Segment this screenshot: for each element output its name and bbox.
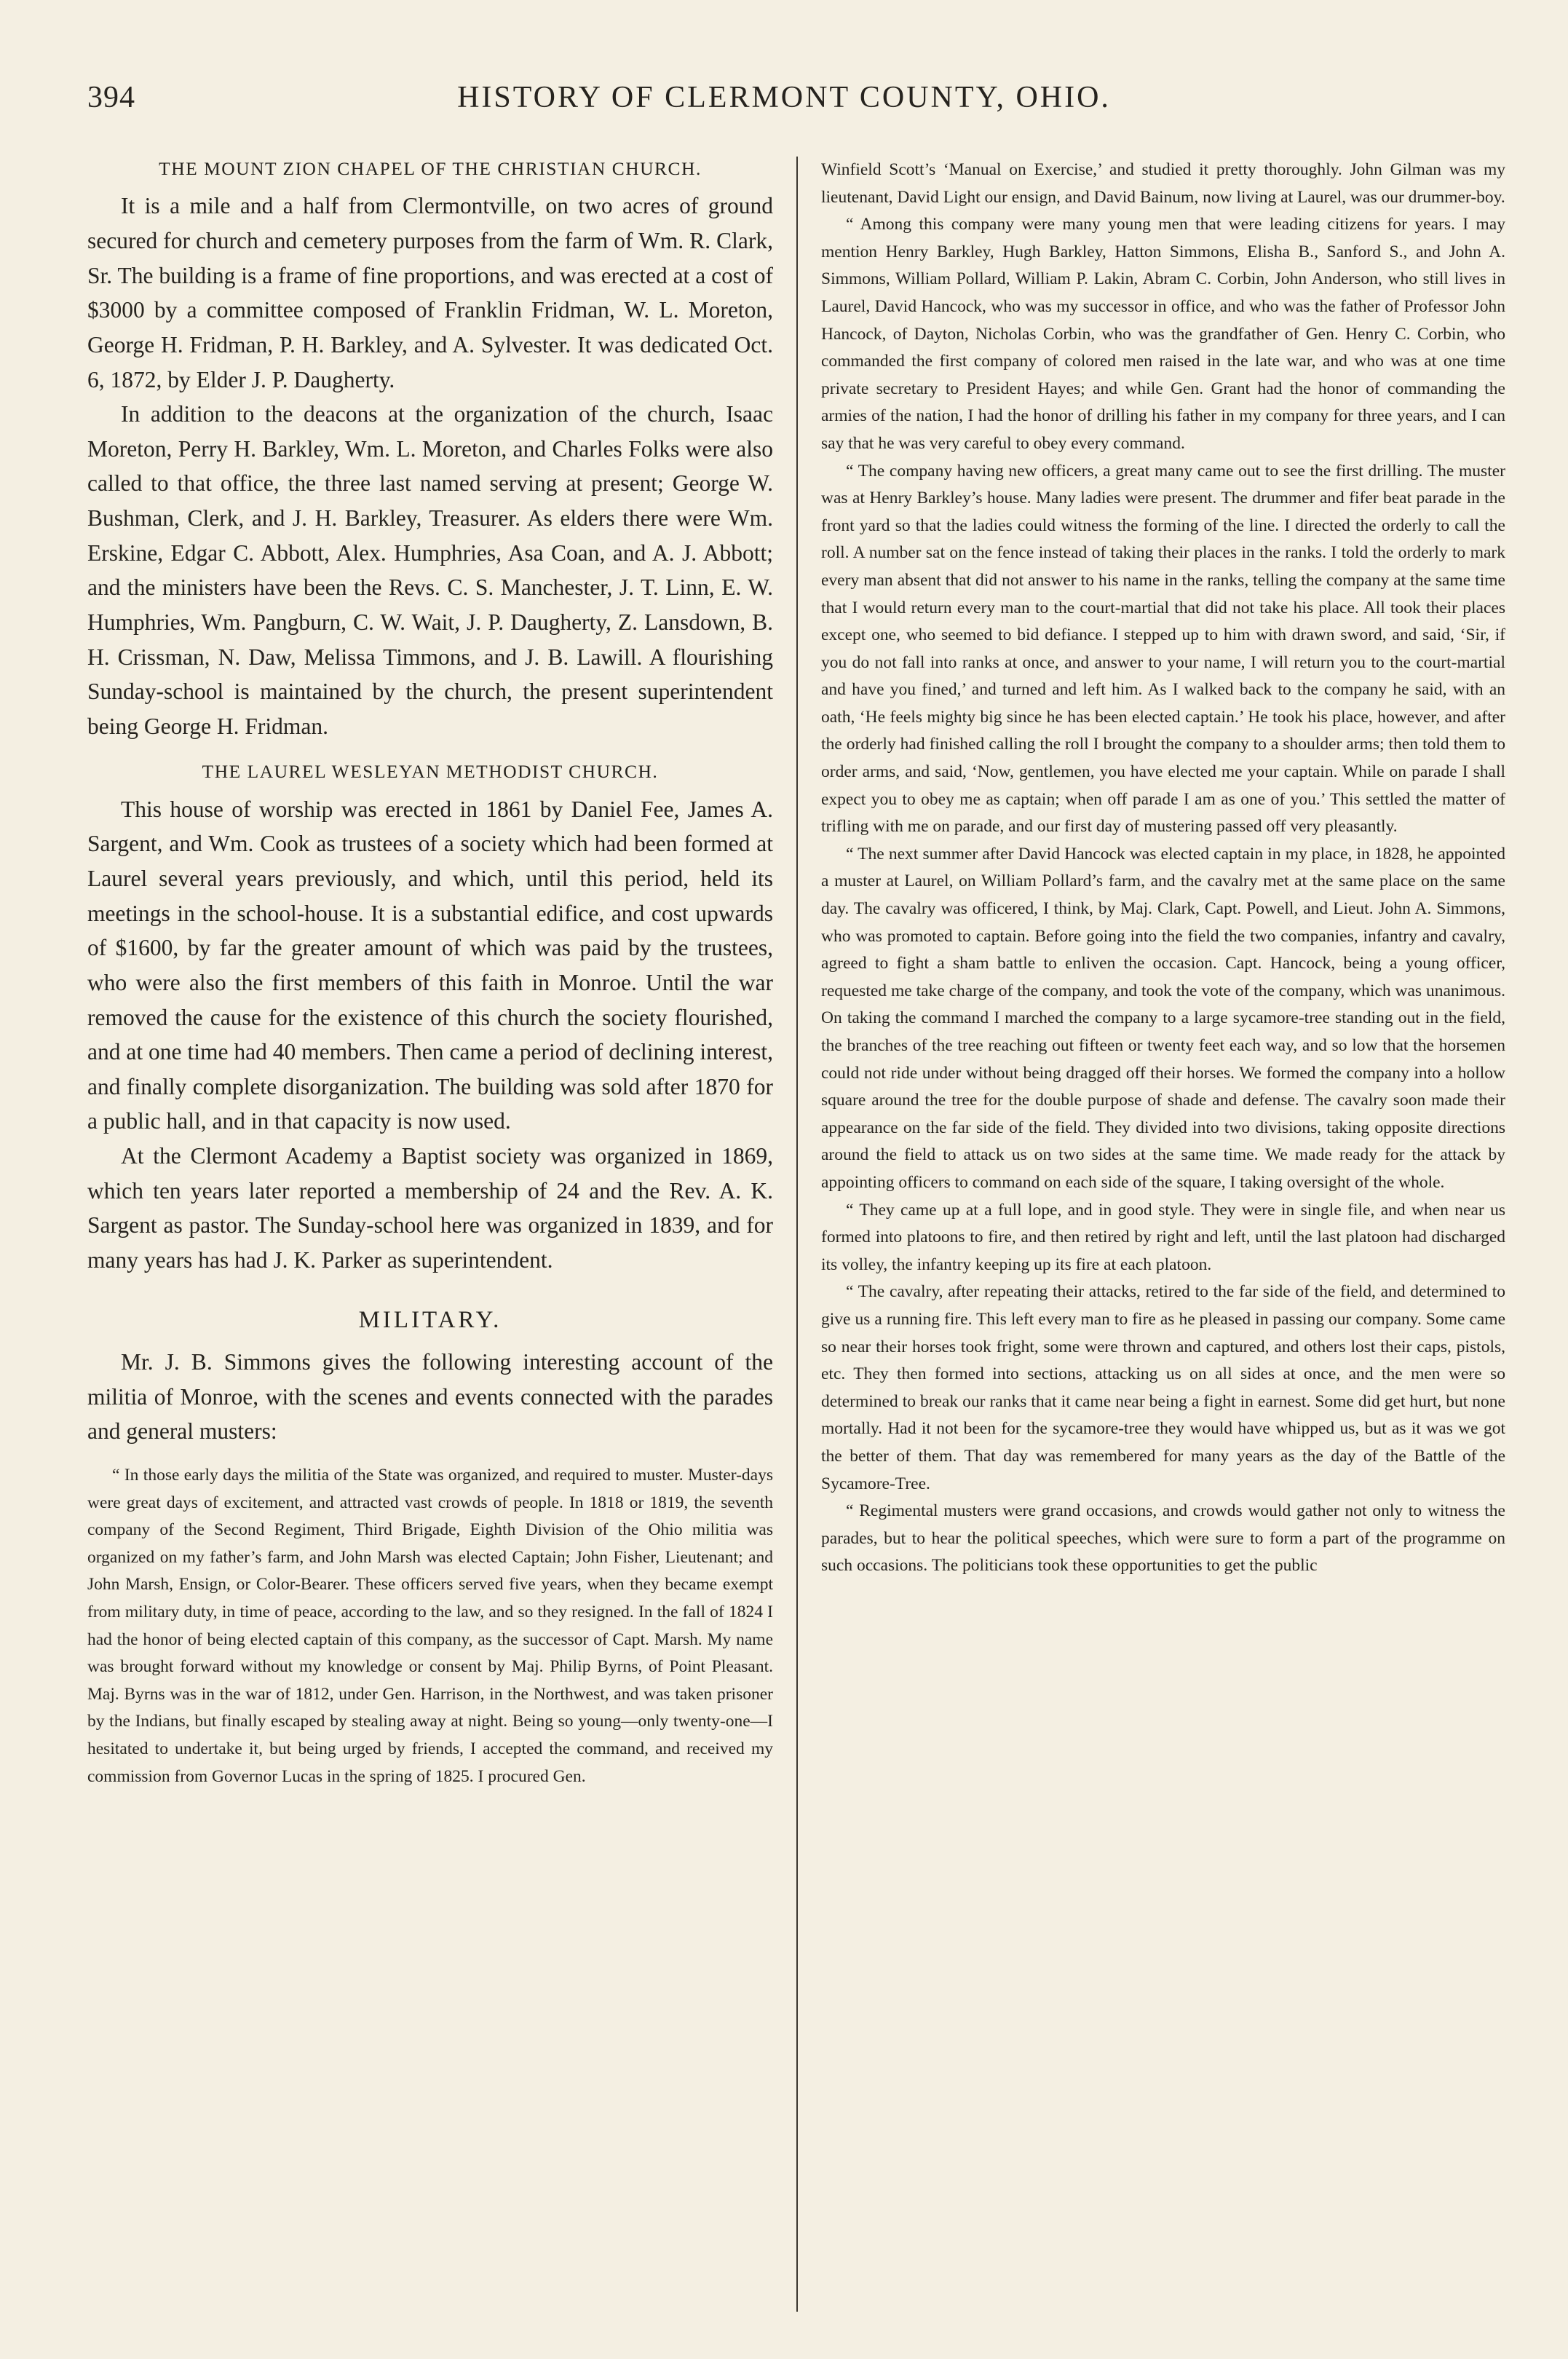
section-heading-laurel-wesleyan: THE LAUREL WESLEYAN METHODIST CHURCH. (202, 761, 659, 783)
paragraph: In addition to the deacons at the organization of the church, Isaac Moreton, Perry H. Barkley, Wm. L. Moreton, and Charles Folks were also called to that office, the three last named serving at present; George W. Bushman, Clerk, and J. H. Barkley, Treasurer. As elders there were Wm. Erskine, Edgar C. Abbott, Alex. Humphries, Asa Coan, and A. J. Abbott; and the ministers have been the Revs. C. S. Manchester, J. T. Linn, E. W. Humphries, Wm. Pangburn, C. W. Wait, J. P. Daugherty, Z. Lansdown, B. H. Crissman, N. Daw, Melissa Timmons, and J. B. Lawill. A flourishing Sunday-school is maintained by the church, the present superintendent being George H. Fridman. (87, 401, 773, 739)
paragraph: “ The cavalry, after repeating their attacks, retired to the far side of the field, and determined to give us a running fire. This left every man to fire as he pleased in passing our company. Some came so near their horses took fright, some were thrown and captured, and others lost their caps, pistols, etc. They then formed into sections, attacking us on all sides at once, and the men were so determined to break our ranks that it came near being a fight in earnest. Some did get hurt, but none mortally. Had it not been for the sycamore-tree they would have whipped us, but as it was we got the better of them. That day was remembered for many years as the day of the Battle of the Sycamore-Tree. (821, 1282, 1505, 1493)
left-column (87, 157, 773, 1790)
quote-paragraph: “ In those early days the militia of the State was organized, and required to muster. Muster-days were great days of excitement, and attracted vast crowds of people. In 1818 or 1819, the seventh company of the Second Regiment, Third Brigade, Eighth Division of the Ohio militia was organized on my father’s farm, and John Marsh was elected Captain; John Fisher, Lieutenant; and John Marsh, Ensign, or Color-Bearer. These officers served five years, when they became exempt from military duty, in time of peace, according to the law, and so they resigned. In the fall of 1824 I had the honor of being elected captain of this company, as the successor of Capt. Marsh. My name was brought forward without my knowledge or consent by Maj. Philip Byrns, of Point Pleasant. Maj. Byrns was in the war of 1812, under Gen. Harrison, in the Northwest, and was taken prisoner by the Indians, but finally escaped by stealing away at night. Being so young—only twenty-one—I hesitated to undertake it, but being urged by friends, I accepted the command, and received my commission from Governor Lucas in the spring of 1825. I procured Gen. (87, 1466, 773, 1786)
section-heading-mount-zion: THE MOUNT ZION CHAPEL OF THE CHRISTIAN CHURCH. (159, 158, 702, 179)
right-column (821, 157, 1505, 1580)
paragraph: “ The next summer after David Hancock was elected captain in my place, in 1828, he appointed a muster at Laurel, on William Pollard’s farm, and the cavalry met at the same place on the same day. The cavalry was officered, I think, by Maj. Clark, Capt. Powell, and Lieut. John A. Simmons, who was promoted to captain. Before going into the field the two companies, infantry and cavalry, agreed to fight a sham battle to enliven the occasion. Capt. Hancock, being a young officer, requested me take charge of the company, and took the vote of the company, which was unanimous. On taking the command I marched the company to a large sycamore-tree standing out in the field, the branches of the tree reaching out fifteen or twenty feet each way, and so low that the horsemen could not ride under without being dragged off their horses. We formed the company into a hollow square around the tree for the double purpose of shade and defense. The cavalry soon made their appearance on the far side of the field. They divided into two divisions, taking opposite directions around the field to attack us on two sides at the same time. We made ready for the attack by appointing officers to command on each side of the square, I taking oversight of the whole. (821, 844, 1505, 1192)
paragraph: “ They came up at a full lope, and in good style. They were in single file, and when near us formed into platoons to fire, and then retired by right and left, until the last platoon had discharged its volley, the infantry keeping up its fire at each platoon. (821, 1200, 1505, 1274)
simmons-quote-continued (821, 157, 1505, 1580)
paragraph: “ The company having new officers, a great many came out to see the first drilling. The muster was at Henry Barkley’s house. Many ladies were present. The drummer and fifer beat parade in the front yard so that the ladies could witness the forming of the line. I directed the orderly to call the roll. A number sat on the fence instead of taking their places in the ranks. I told the orderly to mark every man absent that did not answer to his name in the ranks, telling the company at the same time that I would return every man to the court-martial that did not take his place. All took their places except one, who seemed to bid defiance. I stepped up to him with drawn sword, and said, ‘Sir, if you do not fall into ranks at once, and answer to your name, I will return you to the court-martial and have you fined,’ and turned and left him. As I walked back to the company he said, with an oath, ‘He feels mighty big since he has been elected captain.’ He took his place, however, and after the orderly had finished calling the roll I brought the company to a shoulder arms; then told them to order arms, and said, ‘Now, gentlemen, you have elected me your captain. While on parade I shall expect you to obey me as captain; when off parade I am as one of you.’ This settled the matter of trifling with me on parade, and our first day of mustering passed off very pleasantly. (821, 461, 1505, 837)
laurel-wesleyan-text (87, 792, 773, 1278)
page-header (0, 73, 1568, 131)
page-number: 394 (87, 81, 135, 114)
paragraph: Winfield Scott’s ‘Manual on Exercise,’ and studied it pretty thoroughly. John Gilman was my lieutenant, David Light our ensign, and David Bainum, now living at Laurel, was our drummer-boy. (821, 160, 1505, 207)
section-heading-military: MILITARY. (358, 1306, 502, 1333)
running-title: HISTORY OF CLERMONT COUNTY, OHIO. (457, 81, 1111, 114)
simmons-quote (87, 1462, 773, 1790)
paragraph: “ Regimental musters were grand occasions, and crowds would gather not only to witness the parades, but to hear the political speeches, which were sure to form a part of the programme on such occasions. The politicians took these opportunities to get the public (821, 1501, 1505, 1576)
mount-zion-text (87, 189, 773, 743)
military-intro (87, 1345, 773, 1449)
paragraph: It is a mile and a half from Clermontville, on two acres of ground secured for church and cemetery purposes from the farm of Wm. R. Clark, Sr. The building is a frame of fine proportions, and was erected at a cost of $3000 by a committee composed of Franklin Fridman, W. L. Moreton, George H. Fridman, P. H. Barkley, and A. Sylvester. It was dedicated Oct. 6, 1872, by Elder J. P. Daugherty. (87, 193, 773, 392)
paragraph: At the Clermont Academy a Baptist society was organized in 1869, which ten years later reported a membership of 24 and the Rev. A. K. Sargent as pastor. The Sunday-school here was organized in 1839, and for many years has had J. K. Parker as superintendent. (87, 1143, 773, 1273)
paragraph: Mr. J. B. Simmons gives the following interesting account of the militia of Monroe, with the scenes and events connected with the parades and general musters: (87, 1349, 773, 1445)
paragraph: “ Among this company were many young men that were leading citizens for years. I may mention Henry Barkley, Hugh Barkley, Hatton Simmons, Elisha B., Sanford S., and John A. Simmons, William Pollard, William P. Lakin, Abram C. Corbin, John Anderson, who still lives in Laurel, David Hancock, who was my successor in office, and who was the father of Professor John Hancock, of Dayton, Nicholas Corbin, who was the grandfather of Gen. Henry C. Corbin, who commanded the first company of colored men raised in the late war, and who was at one time private secretary to President Hayes; and while Gen. Grant had the honor of commanding the armies of the nation, I had the honor of drilling his father in my company for three years, and I can say that he was very careful to obey every command. (821, 215, 1505, 453)
column-divider (796, 157, 798, 2312)
paragraph: This house of worship was erected in 1861 by Daniel Fee, James A. Sargent, and Wm. Cook as trustees of a society which had been formed at Laurel several years previously, and which, until this period, held its meetings in the school-house. It is a substantial edifice, and cost upwards of $1600, by far the greater amount of which was paid by the trustees, who were also the first members of this faith in Monroe. Until the war removed the cause for the existence of this church the society flourished, and at one time had 40 members. Then came a period of declining interest, and finally complete disorganization. The building was sold after 1870 for a public hall, and in that capacity is now used. (87, 796, 773, 1134)
